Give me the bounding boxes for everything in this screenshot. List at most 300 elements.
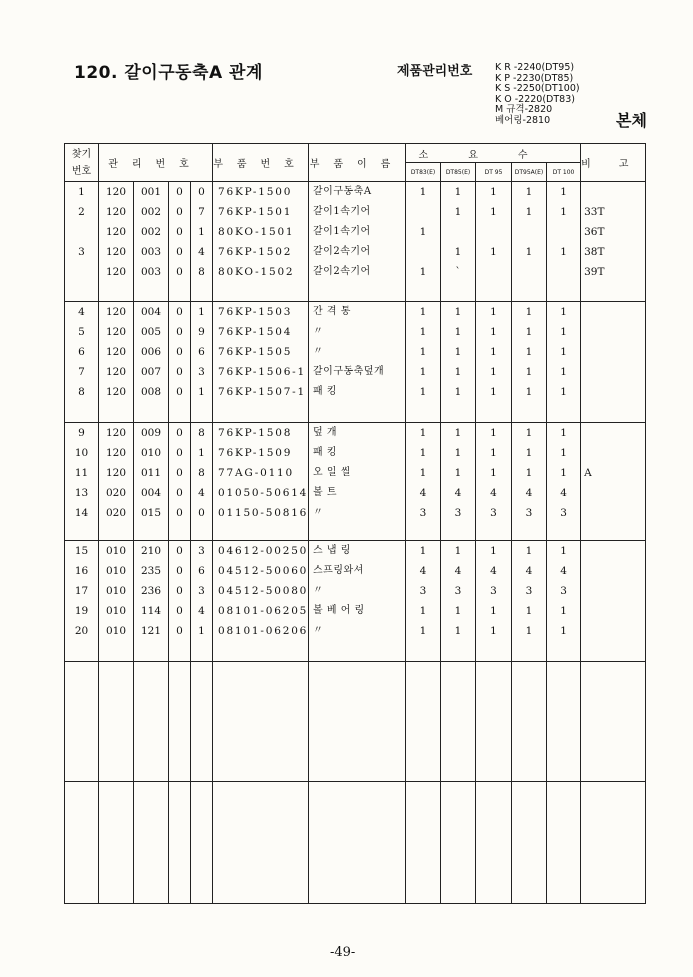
qty-dt100 — [547, 262, 580, 282]
part-number: 80KO-1502 — [218, 266, 295, 278]
find-number: 9 — [78, 426, 85, 439]
mgmt-group: 120 — [105, 186, 127, 198]
qty-dt100-cell — [547, 302, 581, 422]
remarks: 38T — [584, 246, 605, 258]
part-name: 패 킹 — [313, 446, 338, 458]
part-number: 77AG-0110 — [218, 466, 295, 479]
mgmt-rev: 0 — [176, 346, 183, 359]
part-number: 76KP-1500 — [218, 186, 293, 198]
qty-dt85: 3 — [454, 584, 462, 597]
mgmt-item-cell — [134, 302, 169, 422]
part-number: 80KO-1501 — [218, 226, 295, 238]
page-title: 120. 갈이구동축A 관계 — [74, 63, 263, 83]
qty-dt95: 1 — [490, 346, 497, 359]
qty-dt95a: 1 — [525, 246, 533, 258]
remarks — [584, 182, 645, 202]
mgmt-item: 004 — [140, 306, 162, 319]
mgmt-check-cell — [191, 540, 213, 661]
qty-dt85: 1 — [454, 366, 462, 379]
qty-dt83: 1 — [419, 226, 427, 238]
find-number: 3 — [78, 246, 85, 258]
find-number-cell — [65, 182, 99, 302]
table-row-group — [65, 540, 646, 661]
qty-dt100: 1 — [560, 426, 567, 439]
qty-dt95a: 1 — [525, 466, 533, 479]
qty-dt100: 1 — [560, 624, 567, 637]
part-name: 〃 — [313, 326, 324, 338]
qty-dt85: 1 — [454, 386, 462, 399]
qty-dt100: 3 — [560, 584, 567, 597]
mgmt-check: 6 — [198, 564, 205, 577]
part-name: 덮 개 — [313, 426, 338, 438]
find-number — [65, 262, 98, 282]
mgmt-group-cell — [99, 302, 134, 422]
qty-dt83-cell — [406, 302, 441, 422]
mgmt-item: 006 — [140, 346, 162, 359]
mgmt-check: 4 — [198, 486, 205, 499]
part-name: 갈이1속기어 — [313, 206, 371, 217]
qty-dt95a: 4 — [525, 486, 533, 499]
qty-dt83: 1 — [419, 366, 427, 379]
remarks — [584, 443, 645, 463]
mgmt-rev: 0 — [176, 564, 183, 577]
mgmt-check: 3 — [198, 584, 205, 597]
qty-dt100-cell — [547, 422, 581, 540]
part-number: 04612-00250 — [218, 544, 309, 557]
qty-dt95a: 1 — [525, 306, 533, 319]
qty-dt95a-cell — [512, 662, 547, 781]
find-number: 14 — [74, 506, 89, 519]
qty-dt100: 1 — [560, 544, 567, 557]
find-number: 19 — [74, 604, 89, 617]
mgmt-check: 3 — [198, 366, 205, 379]
part-name: 갈이구동축A — [313, 186, 372, 197]
find-number: 17 — [74, 584, 89, 597]
mgmt-group: 010 — [105, 604, 127, 617]
model-header: DT95A(E) — [512, 163, 547, 182]
product-code: K O -2220(DT83) — [495, 93, 575, 105]
qty-dt83-cell — [406, 540, 441, 661]
mgmt-rev: 0 — [176, 226, 183, 238]
parts-table — [64, 143, 657, 904]
mgmt-group: 120 — [105, 366, 127, 379]
qty-dt95a-cell — [512, 781, 547, 903]
qty-dt85: 1 — [454, 426, 462, 439]
mgmt-rev: 0 — [176, 604, 183, 617]
qty-dt95a-cell — [512, 540, 547, 661]
qty-dt83: 3 — [419, 584, 427, 597]
remarks: 33T — [584, 206, 605, 218]
mgmt-check: 8 — [198, 466, 205, 479]
find-number-cell — [65, 662, 99, 781]
product-code: K P -2230(DT85) — [495, 72, 574, 84]
qty-dt95a: 1 — [525, 186, 533, 198]
qty-dt95: 4 — [490, 486, 497, 499]
part-name: 〃 — [313, 346, 324, 358]
remarks — [584, 561, 645, 581]
qty-dt83: 1 — [419, 446, 427, 459]
part-number: 08101-06205 — [218, 604, 309, 617]
management-number-header: 관리번호 — [99, 144, 213, 182]
qty-dt100: 1 — [560, 366, 567, 379]
part-name-cell — [309, 182, 406, 302]
qty-dt85-cell — [441, 781, 476, 903]
qty-dt100-cell — [547, 182, 581, 302]
mgmt-group: 120 — [105, 246, 127, 258]
qty-dt95: 1 — [490, 544, 497, 557]
qty-dt100-cell — [547, 540, 581, 661]
part-name: 갈이구동축덮개 — [313, 366, 385, 378]
qty-dt95a: 4 — [525, 564, 533, 577]
part-name-cell — [309, 540, 406, 661]
mgmt-item: 236 — [140, 584, 162, 597]
qty-dt85: 1 — [454, 246, 462, 258]
qty-dt85: 1 — [454, 206, 462, 218]
mgmt-item: 003 — [140, 246, 162, 258]
mgmt-item: 007 — [140, 366, 162, 379]
mgmt-group-cell — [99, 781, 134, 903]
qty-dt95a-cell — [512, 422, 547, 540]
qty-dt85: 1 — [454, 306, 462, 319]
find-number-cell — [65, 302, 99, 422]
part-number: 04512-50080 — [218, 584, 309, 597]
mgmt-group: 010 — [105, 564, 127, 577]
qty-dt85: 1 — [454, 446, 462, 459]
mgmt-group: 120 — [105, 306, 127, 319]
part-number: 76KP-1501 — [218, 206, 293, 218]
product-code: K R -2240(DT95) — [495, 62, 575, 73]
part-name: 오 일 씰 — [313, 466, 351, 478]
table-row-group — [65, 182, 646, 302]
mgmt-rev-cell — [169, 302, 191, 422]
remarks — [584, 382, 645, 402]
mgmt-item: 010 — [140, 446, 162, 459]
find-number-header-line: 찾기 — [71, 148, 92, 160]
qty-dt95: 1 — [490, 466, 497, 479]
part-name: 〃 — [313, 506, 324, 518]
qty-dt85: 4 — [454, 564, 462, 577]
remarks — [584, 601, 645, 621]
find-number: 13 — [74, 486, 89, 499]
mgmt-item: 002 — [140, 226, 162, 238]
mgmt-group: 120 — [105, 266, 127, 278]
mgmt-item: 011 — [140, 466, 162, 479]
mgmt-rev: 0 — [176, 366, 183, 379]
qty-dt83: 4 — [419, 564, 427, 577]
mgmt-check-cell — [191, 422, 213, 540]
qty-dt95-cell — [476, 422, 512, 540]
mgmt-item-cell — [134, 182, 169, 302]
remarks: 39T — [584, 266, 605, 278]
mgmt-check-cell — [191, 662, 213, 781]
qty-dt95: 1 — [490, 246, 497, 258]
mgmt-group: 120 — [105, 226, 127, 238]
qty-dt83: 1 — [419, 544, 427, 557]
qty-dt100: 1 — [560, 346, 567, 359]
model-header: DT 95 — [476, 163, 512, 182]
remarks — [584, 581, 645, 601]
find-number: 10 — [74, 446, 89, 459]
mgmt-group: 020 — [105, 486, 127, 499]
mgmt-rev-cell — [169, 540, 191, 661]
find-number: 1 — [78, 186, 85, 198]
mgmt-rev: 0 — [176, 544, 183, 557]
mgmt-check: 1 — [198, 446, 205, 459]
mgmt-check: 1 — [198, 386, 205, 399]
mgmt-group: 120 — [105, 326, 127, 339]
mgmt-group-cell — [99, 182, 134, 302]
find-number: 7 — [78, 366, 85, 379]
remarks — [584, 362, 645, 382]
remarks-header: 비고 — [581, 144, 646, 182]
mgmt-rev: 0 — [176, 266, 183, 278]
qty-dt100: 1 — [560, 386, 567, 399]
mgmt-check-cell — [191, 182, 213, 302]
qty-dt83 — [406, 202, 440, 222]
qty-dt95-cell — [476, 540, 512, 661]
mgmt-item-cell — [134, 781, 169, 903]
qty-dt95a: 1 — [525, 206, 533, 218]
model-header: DT85(E) — [441, 163, 476, 182]
qty-dt95a-cell — [512, 182, 547, 302]
qty-dt85: 1 — [454, 326, 462, 339]
find-number: 6 — [78, 346, 85, 359]
part-number: 76KP-1504 — [218, 326, 293, 339]
part-name-header: 부품이름 — [309, 144, 406, 182]
qty-dt83: 1 — [419, 426, 427, 439]
remarks-cell — [581, 540, 646, 661]
mgmt-check: 7 — [198, 206, 205, 218]
part-number: 01050-50614 — [218, 486, 309, 499]
qty-dt95 — [476, 222, 511, 242]
find-number: 4 — [78, 306, 85, 319]
mgmt-item: 003 — [140, 266, 162, 278]
mgmt-item: 015 — [140, 506, 162, 519]
qty-dt100-cell — [547, 662, 581, 781]
find-number: 2 — [78, 206, 85, 218]
part-number-header: 부품번호 — [213, 144, 309, 182]
remarks: 36T — [584, 226, 605, 238]
part-number: 76KP-1506-1 — [218, 366, 307, 379]
mgmt-rev: 0 — [176, 446, 183, 459]
mgmt-check: 1 — [198, 226, 205, 238]
table-row-group — [65, 302, 646, 422]
mgmt-group-cell — [99, 422, 134, 540]
qty-dt85 — [441, 222, 475, 242]
part-name: 스프링와셔 — [313, 564, 364, 576]
part-number: 04512-50060 — [218, 564, 309, 577]
qty-dt85: 1 — [454, 346, 462, 359]
qty-dt100: 3 — [560, 506, 567, 519]
qty-dt100: 1 — [560, 306, 567, 319]
part-name: 〃 — [313, 624, 324, 636]
qty-dt85: 1 — [454, 604, 462, 617]
part-name: 볼 트 — [313, 486, 338, 498]
product-code: M 규격-2820 — [495, 104, 553, 116]
part-number: 76KP-1509 — [218, 446, 293, 459]
qty-dt95: 1 — [490, 446, 497, 459]
part-name: 볼 베 어 링 — [313, 604, 365, 616]
find-number — [65, 222, 98, 242]
mgmt-check-cell — [191, 781, 213, 903]
qty-dt83: 3 — [419, 506, 427, 519]
part-name: 갈이2속기어 — [313, 246, 371, 257]
qty-dt95: 1 — [490, 426, 497, 439]
qty-dt95-cell — [476, 302, 512, 422]
management-number-label: 제품관리번호 — [397, 64, 473, 79]
mgmt-item-cell — [134, 422, 169, 540]
mgmt-rev: 0 — [176, 426, 183, 439]
qty-dt83: 1 — [419, 346, 427, 359]
find-number-header — [65, 144, 99, 182]
remarks: A — [584, 466, 592, 479]
mgmt-item: 004 — [140, 486, 162, 499]
remarks — [584, 503, 645, 523]
qty-dt85-cell — [441, 422, 476, 540]
mgmt-rev: 0 — [176, 506, 183, 519]
qty-dt95a: 1 — [525, 544, 533, 557]
product-code: 베어링-2810 — [495, 114, 551, 126]
qty-dt95: 1 — [490, 366, 497, 379]
part-name: 갈이2속기어 — [313, 266, 371, 277]
qty-dt95a: 1 — [525, 366, 533, 379]
qty-dt95a: 1 — [525, 426, 533, 439]
part-number-cell — [213, 182, 309, 302]
qty-dt95: 1 — [490, 624, 497, 637]
mgmt-rev: 0 — [176, 486, 183, 499]
find-number: 11 — [74, 466, 89, 479]
mgmt-item: 235 — [140, 564, 162, 577]
remarks — [584, 322, 645, 342]
mgmt-group: 120 — [105, 426, 127, 439]
remarks-cell — [581, 182, 646, 302]
qty-dt95a: 1 — [525, 604, 533, 617]
mgmt-rev: 0 — [176, 306, 183, 319]
part-name: 갈이1속기어 — [313, 226, 371, 237]
remarks-cell — [581, 302, 646, 422]
qty-dt83: 4 — [419, 486, 427, 499]
remarks — [584, 541, 645, 561]
mgmt-rev-cell — [169, 422, 191, 540]
qty-dt83 — [406, 242, 440, 262]
qty-dt83: 1 — [419, 624, 427, 637]
qty-dt83-cell — [406, 422, 441, 540]
qty-dt100: 4 — [560, 486, 567, 499]
qty-dt95-cell — [476, 781, 512, 903]
mgmt-item: 114 — [140, 604, 162, 617]
mgmt-rev: 0 — [176, 326, 183, 339]
part-name-cell — [309, 662, 406, 781]
mgmt-rev: 0 — [176, 246, 183, 258]
qty-dt100: 1 — [560, 466, 567, 479]
table-row-group — [65, 422, 646, 540]
qty-dt83: 1 — [419, 466, 427, 479]
qty-dt83-cell — [406, 781, 441, 903]
mgmt-group: 020 — [105, 506, 127, 519]
mgmt-group: 120 — [105, 446, 127, 459]
qty-dt85: 3 — [454, 506, 462, 519]
mgmt-check: 8 — [198, 266, 205, 278]
find-number-cell — [65, 422, 99, 540]
qty-dt95-cell — [476, 182, 512, 302]
model-header: DT83(E) — [406, 163, 441, 182]
mgmt-check: 4 — [198, 246, 205, 258]
qty-dt83: 1 — [419, 306, 427, 319]
qty-dt95a: 1 — [525, 326, 533, 339]
mgmt-check: 1 — [198, 624, 205, 637]
qty-dt95: 1 — [490, 604, 497, 617]
qty-dt95a-cell — [512, 302, 547, 422]
model-header: DT 100 — [547, 163, 581, 182]
part-name: 스 냅 링 — [313, 544, 351, 556]
mgmt-item: 009 — [140, 426, 162, 439]
find-number: 15 — [74, 544, 89, 557]
find-number: 20 — [74, 624, 89, 637]
qty-dt85: 1 — [454, 624, 462, 637]
mgmt-group: 120 — [105, 386, 127, 399]
find-number-header-line: 번호 — [71, 165, 92, 177]
qty-dt95: 1 — [490, 326, 497, 339]
part-number: 76KP-1503 — [218, 306, 293, 319]
mgmt-group-cell — [99, 662, 134, 781]
remarks — [584, 483, 645, 503]
part-number: 76KP-1507-1 — [218, 386, 307, 399]
qty-dt95a: 3 — [525, 584, 533, 597]
qty-dt95a: 1 — [525, 446, 533, 459]
product-code-list — [495, 63, 580, 127]
qty-dt100-cell — [547, 781, 581, 903]
qty-dt85: 1 — [454, 466, 462, 479]
mgmt-group: 120 — [105, 466, 127, 479]
mgmt-group: 010 — [105, 584, 127, 597]
qty-dt85: 4 — [454, 486, 462, 499]
mgmt-rev: 0 — [176, 206, 183, 218]
mgmt-group: 120 — [105, 346, 127, 359]
qty-dt85: 1 — [454, 186, 462, 198]
part-name-cell — [309, 781, 406, 903]
section-label: 본체 — [616, 111, 647, 130]
qty-dt95: 3 — [490, 584, 497, 597]
mgmt-item: 008 — [140, 386, 162, 399]
mgmt-item: 001 — [140, 186, 162, 198]
part-number: 76KP-1508 — [218, 426, 293, 439]
qty-dt95: 1 — [490, 386, 497, 399]
part-name-cell — [309, 422, 406, 540]
remarks — [584, 342, 645, 362]
part-number-cell — [213, 781, 309, 903]
qty-dt83-cell — [406, 182, 441, 302]
mgmt-rev-cell — [169, 781, 191, 903]
qty-dt95a: 1 — [525, 346, 533, 359]
table-row-group — [65, 662, 646, 781]
qty-dt100: 1 — [560, 206, 567, 218]
mgmt-group: 010 — [105, 624, 127, 637]
qty-dt83: 1 — [419, 386, 427, 399]
find-number-cell — [65, 540, 99, 661]
remarks-cell — [581, 662, 646, 781]
quantity-header: 소요수 — [406, 144, 581, 163]
mgmt-rev: 0 — [176, 386, 183, 399]
mgmt-check: 4 — [198, 604, 205, 617]
qty-dt100: 1 — [560, 326, 567, 339]
qty-dt100 — [547, 222, 580, 242]
qty-dt100: 1 — [560, 246, 567, 258]
mgmt-check: 6 — [198, 346, 205, 359]
find-number: 8 — [78, 386, 85, 399]
remarks-cell — [581, 781, 646, 903]
qty-dt83: 1 — [419, 326, 427, 339]
part-name: 〃 — [313, 584, 324, 596]
